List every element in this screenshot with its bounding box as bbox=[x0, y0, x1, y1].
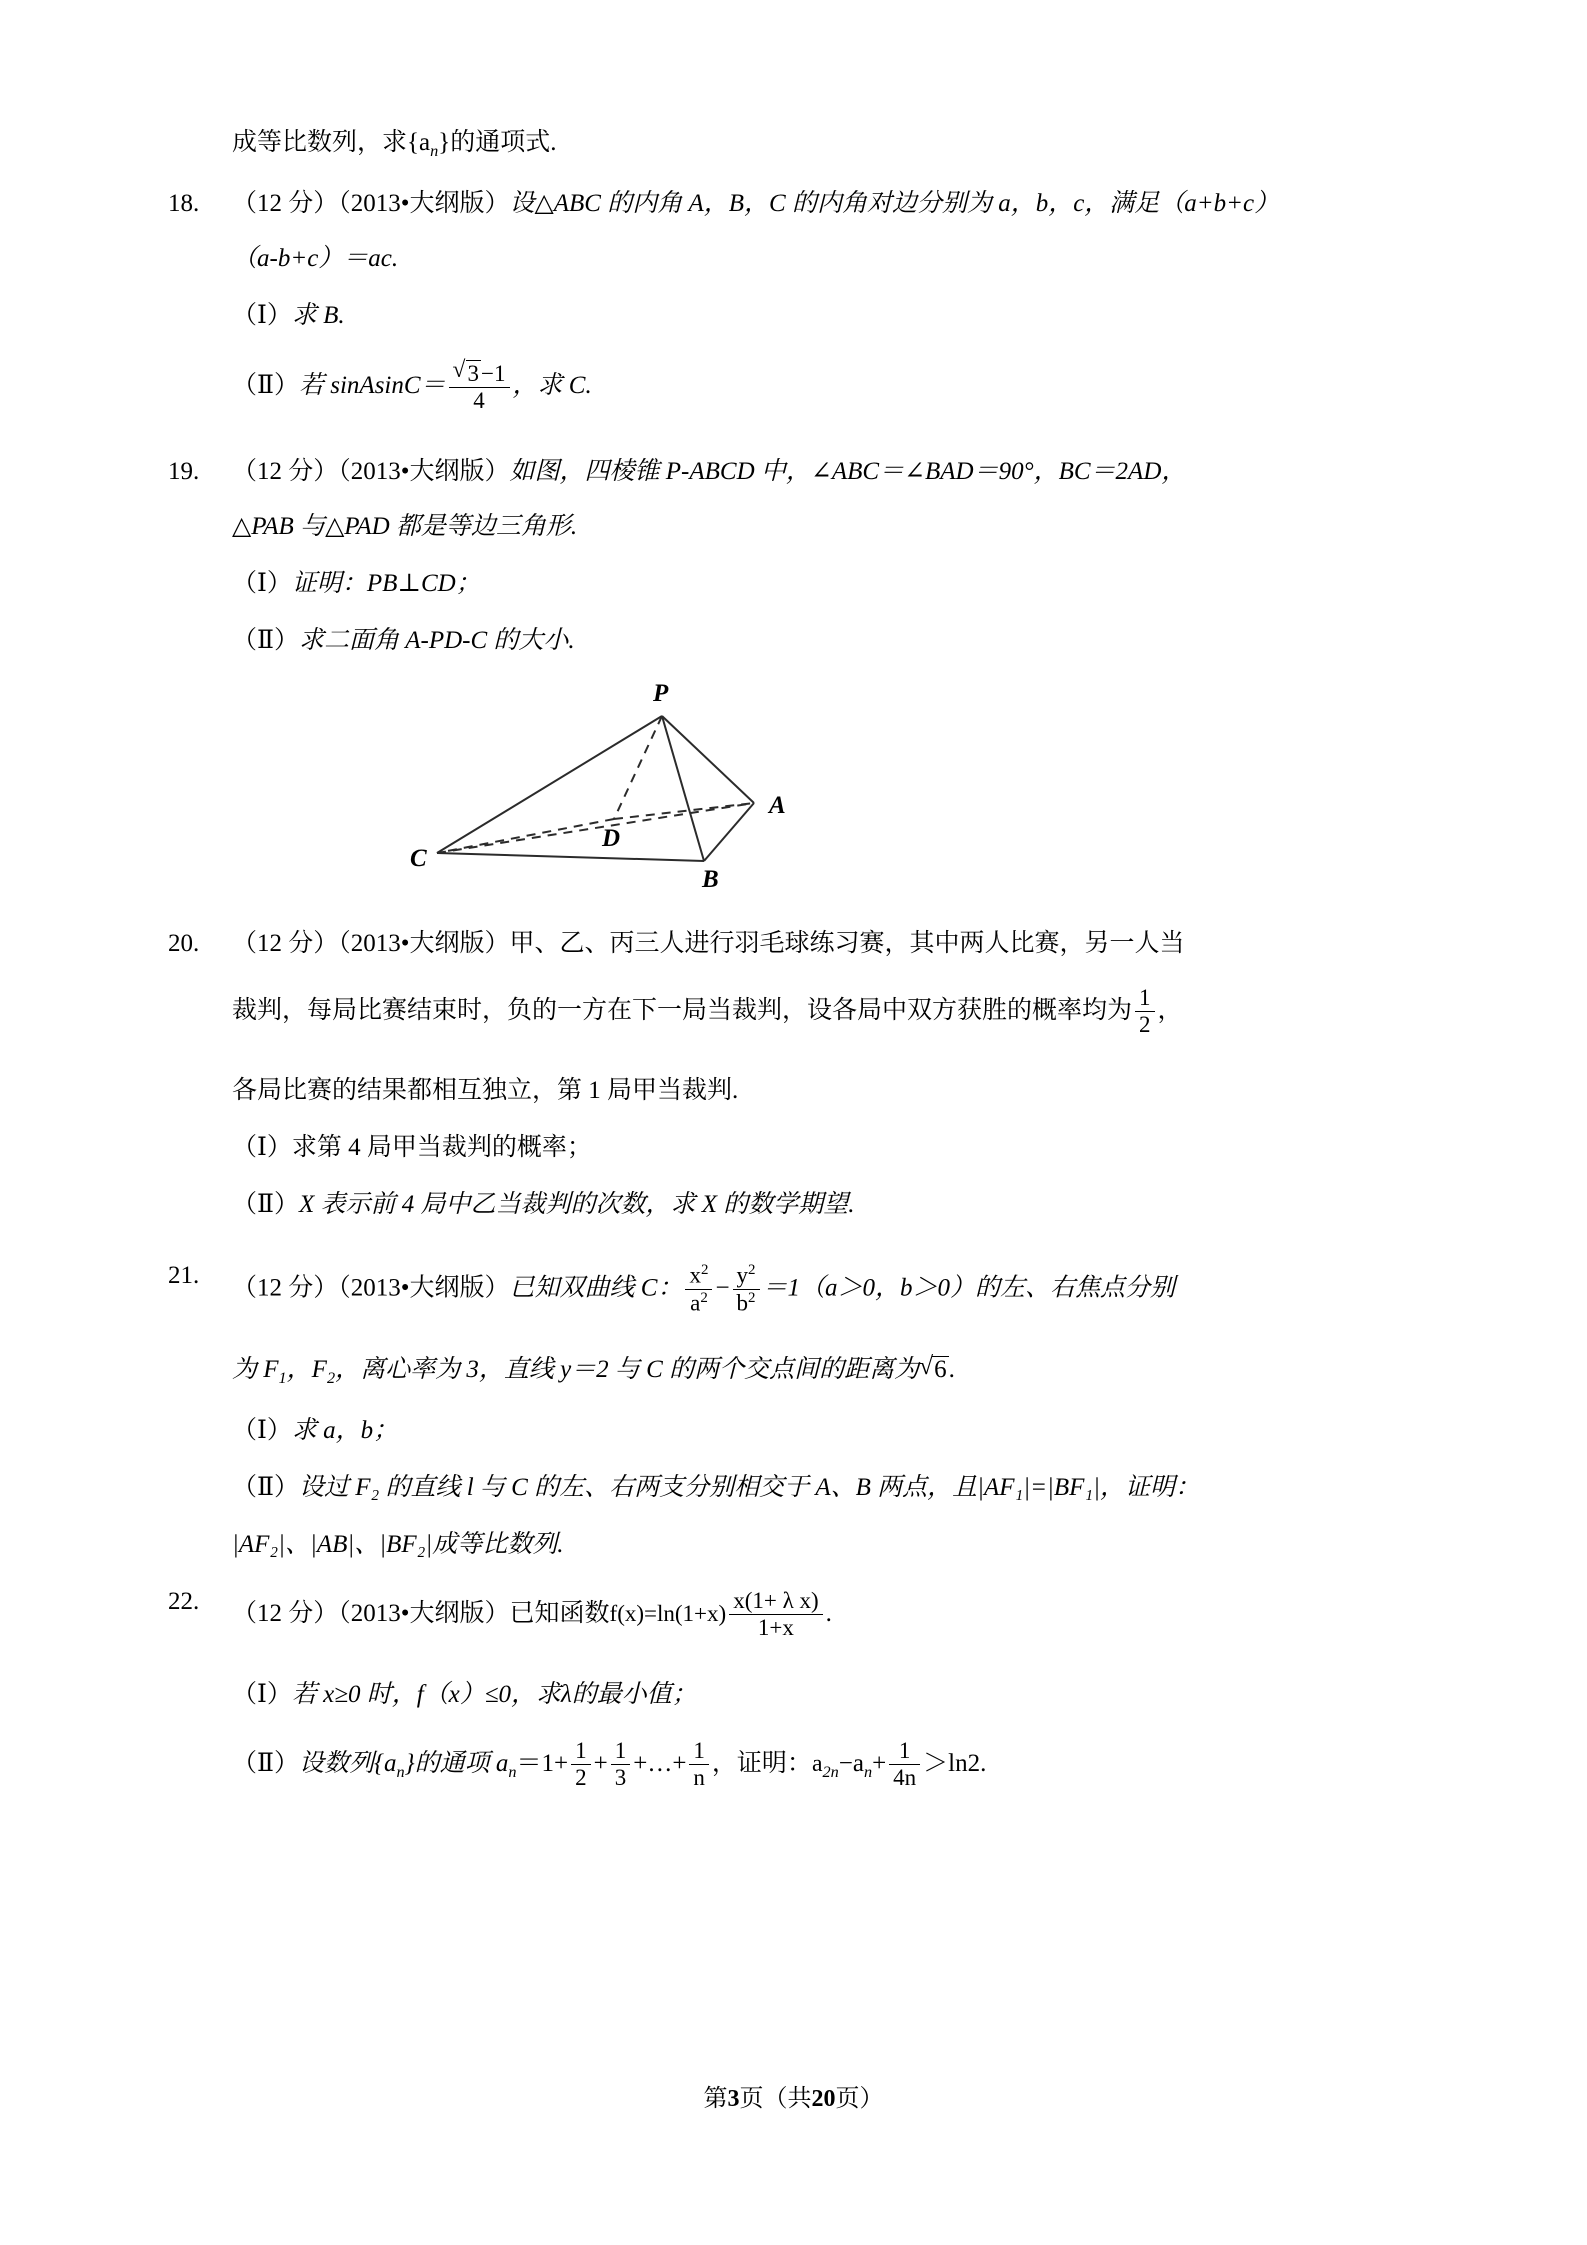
edge-AB bbox=[704, 803, 754, 861]
q21-f1-sub: 1 bbox=[278, 1369, 287, 1388]
q18-frac-denominator: 4 bbox=[473, 388, 485, 413]
q21-frac2-den-base: b bbox=[736, 1290, 749, 1316]
footer-page-number: 3 bbox=[727, 2086, 740, 2112]
q21-frac1-numerator bbox=[685, 1262, 712, 1289]
q22-conclusion-a2n-sub: 2n bbox=[822, 1762, 839, 1781]
q22-part-2 bbox=[232, 1739, 1362, 1792]
vertex-label-A: A bbox=[769, 791, 786, 819]
q21-stem-2-mid2: ，离心率为 3，直线 y＝2 与 C 的两个交点间的距离为 bbox=[335, 1356, 920, 1384]
footer-prefix: 第 bbox=[703, 2086, 728, 2112]
page-content bbox=[168, 129, 1362, 1791]
q22-part-1-label: （Ⅰ） bbox=[232, 1680, 292, 1708]
q21-fraction-y2-b2 bbox=[733, 1262, 760, 1316]
q20-stem-1: 甲、乙、丙三人进行羽毛球练习赛，其中两人比赛，另一人当 bbox=[509, 929, 1185, 957]
question-22 bbox=[168, 1588, 1362, 1642]
q22-frac-numerator: x(1+ λ x) bbox=[729, 1588, 822, 1615]
q19-part-1-label: （Ⅰ） bbox=[232, 569, 292, 597]
q20-part-1-label: （Ⅰ） bbox=[232, 1134, 292, 1162]
q22-stem-line-1 bbox=[168, 1588, 1362, 1642]
footer-suffix: 页） bbox=[835, 2086, 884, 2112]
footer-mid: 页（共 bbox=[739, 2086, 812, 2112]
q21-fraction-x2-a2 bbox=[685, 1262, 712, 1316]
q19-stem-2: △PAB 与△PAD 都是等边三角形. bbox=[232, 512, 578, 540]
q22-frac-half-den: 2 bbox=[575, 1764, 587, 1790]
q22-frac-4n-num: 1 bbox=[889, 1738, 920, 1765]
q22-frac-oneovern-den: n bbox=[693, 1764, 705, 1790]
q22-fraction bbox=[729, 1588, 822, 1641]
sqrt-icon bbox=[453, 359, 482, 387]
q21-part-2-conclusion: |AF₂|、|AB|、|BF₂|成等比数列. bbox=[232, 1531, 564, 1559]
q22-source: （2013•大纲版） bbox=[338, 1600, 510, 1628]
question-19 bbox=[168, 457, 1362, 485]
q21-frac1-num-base: x bbox=[689, 1262, 701, 1288]
q21-stem-1-after: ＝1（a＞0，b＞0）的左、右焦点分别 bbox=[762, 1274, 1176, 1302]
q18-fraction bbox=[449, 359, 510, 414]
edge-BC bbox=[437, 853, 704, 861]
q21-part-1-text: 求 a，b； bbox=[291, 1417, 399, 1445]
q20-stem-line-1 bbox=[168, 929, 1362, 957]
q21-stem-2-end: . bbox=[948, 1356, 955, 1384]
question-21 bbox=[168, 1262, 1362, 1317]
edge-DA bbox=[614, 803, 754, 819]
q19-marks: （12 分） bbox=[232, 457, 339, 485]
q21-frac1-denominator bbox=[685, 1290, 712, 1316]
q18-part-2 bbox=[232, 360, 1362, 415]
q20-number: 20. bbox=[168, 929, 200, 957]
q21-source: （2013•大纲版） bbox=[338, 1274, 510, 1302]
q18-stem-2: （a‑b+c）＝ac. bbox=[232, 245, 399, 273]
edge-PC bbox=[437, 716, 662, 853]
q22-part-2-mid2: ＝1+ bbox=[516, 1749, 569, 1777]
q22-frac-denominator: 1+x bbox=[757, 1615, 794, 1641]
q20-stem-2-before: 裁判，每局比赛结束时，负的一方在下一局当裁判，设各局中双方获胜的概率均为 bbox=[232, 996, 1133, 1024]
vertex-label-B: B bbox=[702, 865, 719, 893]
q22-frac-half bbox=[571, 1738, 591, 1791]
q20-marks: （12 分） bbox=[232, 929, 339, 957]
edge-CA bbox=[437, 803, 754, 853]
q20-part-2-label: （Ⅱ） bbox=[232, 1191, 299, 1219]
q18-frac-numerator bbox=[449, 359, 510, 388]
q19-stem-line-1 bbox=[168, 457, 1362, 485]
q21-frac2-numerator bbox=[733, 1262, 760, 1289]
q21-stem-line-2 bbox=[232, 1355, 1362, 1386]
q21-part-2-cont bbox=[232, 1532, 1362, 1557]
q21-minus-sign: − bbox=[715, 1274, 730, 1302]
sqrt-icon bbox=[919, 1355, 949, 1382]
q19-number: 19. bbox=[168, 457, 200, 485]
q20-stem-3: 各局比赛的结果都相互独立，第 1 局甲当裁判. bbox=[232, 1077, 739, 1105]
q22-part-2-before: 设数列{a bbox=[299, 1749, 397, 1777]
dashed-edges bbox=[437, 716, 754, 853]
q22-frac-third-den: 3 bbox=[614, 1764, 627, 1790]
q19-part-2 bbox=[232, 628, 1362, 653]
q19-stem-1: 如图，四棱锥 P‑ABCD 中，∠ABC＝∠BAD＝90°，BC＝2AD， bbox=[509, 457, 1187, 485]
carryover-line bbox=[232, 130, 1362, 159]
vertex-label-C: C bbox=[410, 844, 427, 872]
q22-conclusion-minus: −a bbox=[838, 1749, 864, 1777]
question-20 bbox=[168, 929, 1362, 957]
q22-frac-oneovern-num: 1 bbox=[689, 1738, 709, 1765]
q22-frac-one-over-4n bbox=[889, 1738, 920, 1791]
solid-edges bbox=[437, 716, 754, 861]
q20-stem-2-after: ， bbox=[1157, 996, 1183, 1024]
q21-frac2-denominator bbox=[733, 1290, 760, 1316]
vertex-label-P: P bbox=[653, 679, 669, 707]
q21-frac2-den-exp: 2 bbox=[748, 1289, 756, 1306]
q19-part-2-text: 求二面角 A‑PD‑C 的大小. bbox=[299, 626, 575, 654]
q20-part-1 bbox=[232, 1135, 1362, 1160]
q20-part-1-text: 求第 4 局甲当裁判的概率； bbox=[291, 1134, 592, 1162]
q21-frac1-den-exp: 2 bbox=[700, 1289, 708, 1306]
edge-PB bbox=[662, 716, 704, 861]
q21-part-1 bbox=[232, 1418, 1362, 1443]
q21-part-2-label: （Ⅱ） bbox=[232, 1474, 299, 1502]
q22-number: 22. bbox=[168, 1588, 200, 1616]
q18-stem-line-2 bbox=[232, 246, 1362, 271]
q21-marks: （12 分） bbox=[232, 1274, 339, 1302]
q18-part-2-after: ，求 C. bbox=[512, 372, 592, 400]
q21-part-2 bbox=[232, 1475, 1362, 1500]
q22-conclusion-a2n: a bbox=[811, 1750, 823, 1777]
q21-frac2-num-exp: 2 bbox=[748, 1262, 756, 1279]
q20-source: （2013•大纲版） bbox=[338, 929, 510, 957]
q22-part-2-after: ，证明： bbox=[711, 1749, 812, 1777]
q22-plus-2: +…+ bbox=[633, 1749, 687, 1777]
q22-an-sub-2: n bbox=[508, 1762, 517, 1781]
q21-stem-line-1 bbox=[168, 1262, 1362, 1317]
q22-conclusion-an-sub: n bbox=[863, 1762, 873, 1781]
q19-part-2-label: （Ⅱ） bbox=[232, 626, 299, 654]
q18-radicand: 3 bbox=[467, 361, 480, 387]
q18-source: （2013•大纲版） bbox=[338, 190, 510, 218]
q18-frac-num-suffix: −1 bbox=[481, 361, 506, 387]
pyramid-diagram bbox=[232, 663, 872, 908]
q21-stem-2-before: 为 F bbox=[232, 1356, 279, 1384]
q21-frac1-den-base: a bbox=[690, 1290, 701, 1316]
q22-conclusion-plus: + bbox=[872, 1749, 887, 1777]
q20-probability-fraction bbox=[1135, 985, 1155, 1038]
q22-part-2-mid: }的通项 a bbox=[404, 1749, 509, 1777]
footer-total-pages: 20 bbox=[811, 2086, 836, 2112]
q21-stem-1-before: 已知双曲线 C： bbox=[509, 1274, 683, 1302]
q18-part-2-label: （Ⅱ） bbox=[232, 372, 299, 400]
q20-frac-numerator: 1 bbox=[1135, 985, 1155, 1012]
q19-part-1 bbox=[232, 571, 1362, 596]
q19-source: （2013•大纲版） bbox=[338, 457, 510, 485]
q22-frac-third bbox=[611, 1738, 631, 1791]
q22-part-1 bbox=[232, 1682, 1362, 1707]
q22-frac-third-num: 1 bbox=[611, 1738, 631, 1765]
q19-part-1-text: 证明：PB⊥CD； bbox=[291, 569, 481, 597]
carryover-text-1: 成等比数列，求{a bbox=[232, 129, 431, 156]
q21-frac2-num-base: y bbox=[736, 1262, 749, 1288]
q21-stem-2-mid: ，F bbox=[286, 1356, 327, 1384]
question-18 bbox=[168, 190, 1362, 218]
q21-frac1-num-exp: 2 bbox=[700, 1262, 709, 1279]
q22-marks: （12 分） bbox=[232, 1600, 339, 1628]
carryover-subscript: n bbox=[430, 142, 439, 160]
q22-stem-before: 已知函数 bbox=[509, 1600, 610, 1628]
q22-frac-oneovern bbox=[689, 1738, 709, 1791]
q18-stem-1: 设△ABC 的内角 A，B，C 的内角对边分别为 a，b，c，满足（a+b+c） bbox=[509, 190, 1280, 218]
q18-part-1-text: 求 B. bbox=[291, 302, 345, 330]
q20-part-2-text: X 表示前 4 局中乙当裁判的次数，求 X 的数学期望. bbox=[299, 1191, 855, 1219]
q22-part-2-label: （Ⅱ） bbox=[232, 1749, 299, 1777]
q22-part-1-text: 若 x≥0 时，f（x）≤0，求λ的最小值； bbox=[291, 1680, 697, 1708]
q22-stem-after: . bbox=[825, 1600, 832, 1628]
q20-stem-line-3 bbox=[232, 1078, 1362, 1103]
q21-part-2-text: 设过 F₂ 的直线 l 与 C 的左、右两支分别相交于 A、B 两点，且|AF₁|=|BF₁|，证明： bbox=[299, 1474, 1200, 1502]
q21-number: 21. bbox=[168, 1262, 200, 1290]
q20-part-2 bbox=[232, 1192, 1362, 1217]
edge-PA bbox=[662, 716, 754, 803]
q18-stem-line-1 bbox=[168, 190, 1362, 218]
q18-marks: （12 分） bbox=[232, 190, 339, 218]
q22-an-sub-1: n bbox=[396, 1762, 405, 1781]
carryover-text-2: }的通项式. bbox=[438, 129, 557, 156]
q21-f2-sub: 2 bbox=[326, 1369, 336, 1388]
q22-frac-4n-den: 4n bbox=[893, 1764, 917, 1790]
vertex-label-D: D bbox=[602, 824, 621, 852]
q19-figure bbox=[232, 663, 1362, 913]
q20-frac-denominator: 2 bbox=[1139, 1011, 1151, 1037]
q20-stem-line-2 bbox=[232, 986, 1362, 1039]
q19-stem-line-2 bbox=[232, 514, 1362, 539]
q18-part-2-before: 若 sinAsinC＝ bbox=[299, 372, 446, 400]
q18-number: 18. bbox=[168, 190, 200, 218]
q21-radicand: 6 bbox=[934, 1356, 947, 1384]
q22-plus-1: + bbox=[593, 1749, 608, 1777]
q18-part-1-label: （Ⅰ） bbox=[232, 302, 292, 330]
q21-part-1-label: （Ⅰ） bbox=[232, 1417, 292, 1445]
q18-part-1 bbox=[232, 303, 1362, 328]
q22-frac-half-num: 1 bbox=[571, 1738, 591, 1765]
q22-conclusion-gt: ＞ln2. bbox=[923, 1749, 987, 1777]
page-footer bbox=[0, 2078, 1587, 2113]
q22-function-expr: f(x)=ln(1+x) bbox=[609, 1601, 727, 1627]
